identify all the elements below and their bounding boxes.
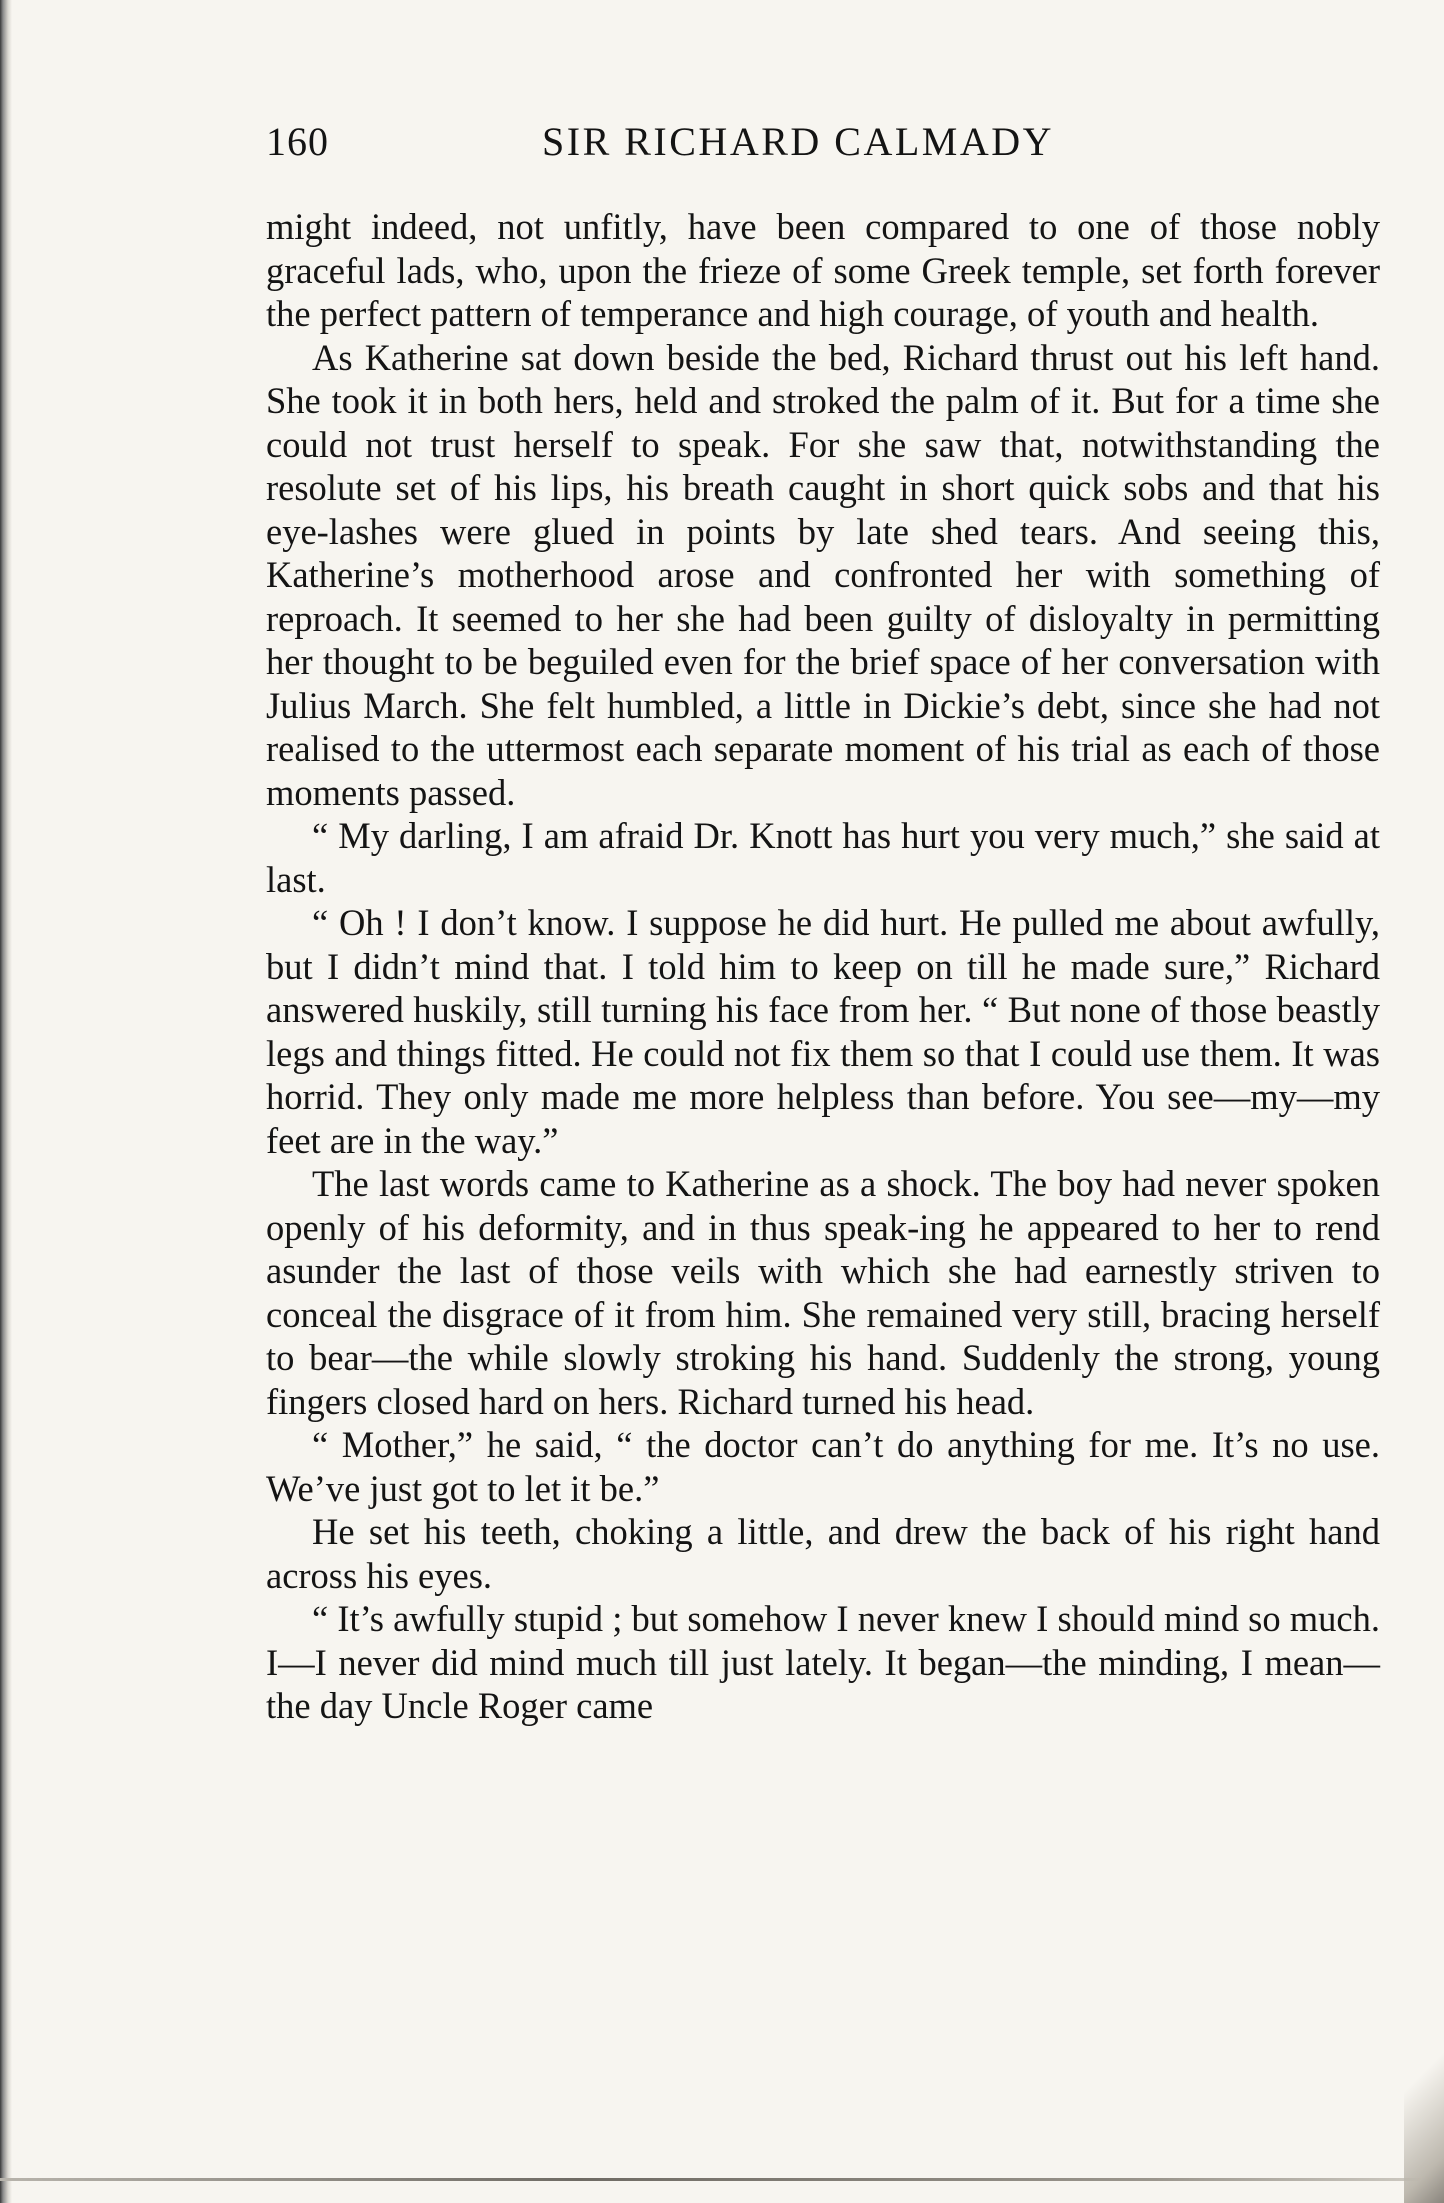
paragraph-5: The last words came to Katherine as a shock. The boy had never spoken openly of his deformity, and in thus speak-ing he appeared to her to rend asunder the last of those veils with which she had earnestly striven to conceal the disgrace of it from him. She remained very still, bracing herself to bear—the while slowly stroking his hand. Suddenly the strong, young fingers closed hard on hers. Richard turned his head. — [266, 1163, 1380, 1422]
bottom-page-edge — [0, 2178, 1444, 2181]
paragraph-2: As Katherine sat down beside the bed, Richard thrust out his left hand. She took it in both hers, held and stroked the palm of it. But for a time she could not trust herself to speak. For she saw that, notwithstanding the resolute set of his lips, his breath caught in short quick sobs and that his eye-lashes were glued in points by late shed tears. And seeing this, Katherine’s motherhood arose and confronted her with something of reproach. It seemed to her she had been guilty of disloyalty in permitting her thought to be beguiled even for the brief space of her conversation with Julius March. She felt humbled, a little in Dickie’s debt, since she had not realised to the uttermost each separate moment of his trial as each of those moments passed. — [266, 336, 1380, 813]
paragraph-6: “ Mother,” he said, “ the doctor can’t do anything for me. It’s no use. We’ve just got to let it be.” — [266, 1424, 1380, 1509]
page-number: 160 — [266, 119, 329, 164]
running-head — [266, 118, 1380, 168]
paragraph-8: “ It’s awfully stupid ; but somehow I never knew I should mind so much. I—I never did mind much till just lately. It began—the minding, I mean—the day Uncle Roger came — [266, 1598, 1380, 1726]
running-title: SIR RICHARD CALMADY — [542, 119, 1054, 164]
page-corner-wear — [1404, 2010, 1444, 2203]
paragraph-4: “ Oh ! I don’t know. I suppose he did hurt. He pulled me about awfully, but I didn’t mind that. I told him to keep on till he made sure,” Richard answered huskily, still turning his face from her. “ But none of those beastly legs and things fitted. He could not fix them so that I could use them. It was horrid. They only made me more helpless than before. You see—my—my feet are in the way.” — [266, 902, 1380, 1161]
paragraph-3: “ My darling, I am afraid Dr. Knott has hurt you very much,” she said at last. — [266, 815, 1380, 900]
page-binding-edge — [0, 0, 12, 2203]
paragraph-1: might indeed, not unfitly, have been compared to one of those nobly graceful lads, who, upon the frieze of some Greek temple, set forth forever the perfect pattern of temperance and high courage, of youth and health. — [266, 206, 1380, 334]
body-text — [266, 205, 1380, 1728]
paragraph-7: He set his teeth, choking a little, and drew the back of his right hand across his eyes. — [266, 1511, 1380, 1596]
